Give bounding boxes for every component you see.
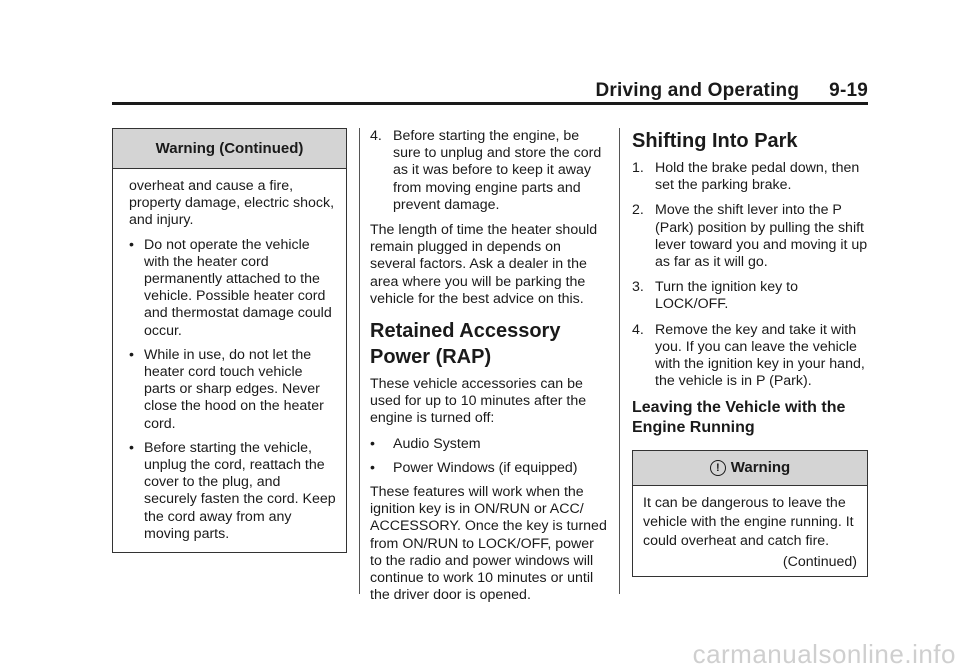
section-title: Driving and Operating bbox=[595, 80, 800, 101]
column-1 bbox=[112, 128, 347, 553]
bullet-icon: • bbox=[129, 236, 134, 253]
warning-title: Warning (Continued) bbox=[113, 129, 346, 169]
column-2 bbox=[370, 128, 607, 612]
warning-body bbox=[633, 486, 867, 576]
list-item: • Audio System bbox=[370, 435, 481, 452]
bullet-icon: • bbox=[370, 435, 375, 452]
section-heading: Shifting Into Park bbox=[632, 130, 798, 152]
warning-bullet: • While in use, do not let the heater cord touch vehicle parts or sharp edges. Never close the hood on the heater cord. bbox=[129, 346, 324, 432]
paragraph: The length of time the heater should remain plugged in depends on several factors. Ask a dealer in the area where you will be parking the vehicle for the best advice on this. bbox=[370, 222, 598, 307]
column-divider bbox=[359, 128, 360, 594]
continued-label: (Continued) bbox=[782, 554, 857, 571]
warning-icon: ! bbox=[710, 460, 726, 476]
page-number: 9-19 bbox=[829, 80, 868, 101]
warning-title: Warning bbox=[730, 459, 791, 477]
paragraph: These features will work when the ignition key is in ON/RUN or ACC/ ACCESSORY. Once the key is turned from ON/RUN to LOCK/OFF, power to the radio and power windows will continue to work 10 minutes or until the driver door is opened. bbox=[370, 484, 607, 604]
paragraph: These vehicle accessories can be used for up to 10 minutes after the engine is turned off: bbox=[370, 376, 587, 427]
bullet-icon: • bbox=[129, 439, 134, 456]
numbered-step: 1. Hold the brake pedal down, then set the parking brake. bbox=[632, 160, 860, 194]
warning-bullet: • Before starting the vehicle, unplug the cord, reattach the cover to the plug, and securely fasten the cord. Keep the cord away from any moving parts. bbox=[129, 439, 336, 542]
section-heading: Retained Accessory Power (RAP) bbox=[370, 320, 561, 369]
page-header bbox=[112, 80, 868, 102]
numbered-step: 4. Remove the key and take it with you. If you can leave the vehicle with the ignition key in your hand, the vehicle is in P (Park). bbox=[632, 321, 865, 390]
header-rule bbox=[112, 102, 868, 105]
subsection-heading: Leaving the Vehicle with the Engine Running bbox=[632, 399, 846, 437]
warning-box-continued bbox=[112, 128, 347, 553]
warning-box bbox=[632, 450, 868, 577]
bullet-icon: • bbox=[370, 459, 375, 476]
column-3 bbox=[632, 128, 868, 577]
warning-intro: overheat and cause a fire, property damage, electric shock, and injury. bbox=[129, 178, 335, 229]
warning-bullet: • Do not operate the vehicle with the heater cord permanently attached to the vehicle. Possible heater cord and thermostat damage could occur. bbox=[129, 236, 332, 339]
numbered-step: 2. Move the shift lever into the P (Park) position by pulling the shift lever toward you and moving it up as far as it will go. bbox=[632, 202, 868, 271]
warning-body bbox=[113, 169, 346, 552]
bullet-icon: • bbox=[129, 346, 134, 363]
column-divider bbox=[619, 128, 620, 594]
numbered-step: 4. Before starting the engine, be sure to unplug and store the cord as it was before to keep it away from moving engine parts and prevent damage. bbox=[370, 128, 602, 213]
list-item: • Power Windows (if equipped) bbox=[370, 459, 578, 476]
warning-header bbox=[633, 451, 867, 486]
watermark: carmanualsonline.info bbox=[692, 639, 956, 669]
warning-text: It can be dangerous to leave the vehicle with the engine running. It could overheat and catch fire. bbox=[643, 495, 854, 550]
numbered-step: 3. Turn the ignition key to LOCK/OFF. bbox=[632, 279, 799, 313]
